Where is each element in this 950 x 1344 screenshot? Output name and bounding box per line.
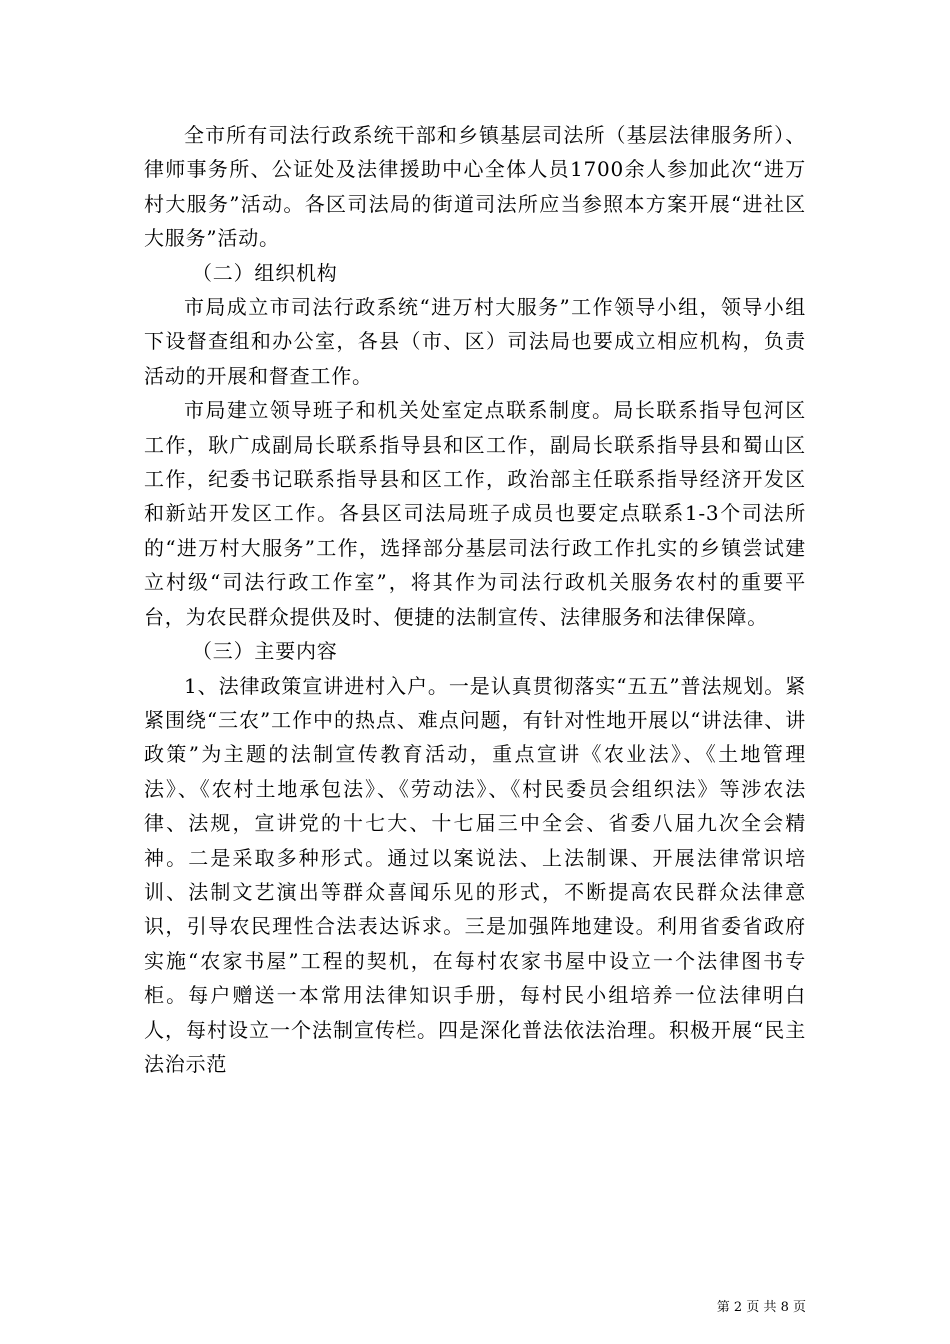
section-heading-organization: （二）组织机构: [192, 260, 338, 285]
paragraph-legal-publicity: 1、法律政策宣讲进村入户。一是认真贯彻落实“五五”普法规划。紧紧围绕“三农”工作中的热点、难点问题，有针对性地开展以“讲法律、讲政策”为主题的法制宣传教育活动，重点宣讲《农业法》、《土地管理法》、《农村土地承包法》、《劳动法》、《村民委员会组织法》等涉农法律、法规，宣讲党的十七大、十七届三中全会、省委八届九次全会精神。二是采取多种形式。通过以案说法、上法制课、开展法律常识培训、法制文艺演出等群众喜闻乐见的形式，不断提高农民群众法律意识，引导农民理性合法表达诉求。三是加强阵地建设。利用省委省政府实施“农家书屋”工程的契机，在每村农家书屋中设立一个法律图书专柜。每户赠送一本常用法律知识手册，每村民小组培养一位法律明白人，每村设立一个法制宣传栏。四是深化普法依法治理。积极开展“民主法治示范: [144, 673, 806, 1076]
paragraph-contact-system: 市局建立领导班子和机关处室定点联系制度。局长联系指导包河区工作，耿广成副局长联系指导县和区工作，副局长联系指导县和蜀山区工作，纪委书记联系指导县和区工作，政治部主任联系指导经济开发区和新站开发区工作。各县区司法局班子成员也要定点联系1-3个司法所的“进万村大服务”工作，选择部分基层司法行政工作扎实的乡镇尝试建立村级“司法行政工作室”，将其作为司法行政机关服务农村的重要平台，为农民群众提供及时、便捷的法制宣传、法律服务和法律保障。: [144, 398, 806, 629]
paragraph-participants: 全市所有司法行政系统干部和乡镇基层司法所（基层法律服务所）、律师事务所、公证处及法律援助中心全体人员1700余人参加此次“进万村大服务”活动。各区司法局的街道司法所应当参照本方案开展“进社区大服务”活动。: [144, 123, 806, 251]
page-number-footer: 第 2 页 共 8 页: [716, 1300, 806, 1315]
section-heading-main-content: （三）主要内容: [192, 639, 338, 664]
paragraph-leading-group: 市局成立市司法行政系统“进万村大服务”工作领导小组，领导小组下设督查组和办公室，各县（市、区）司法局也要成立相应机构，负责活动的开展和督查工作。: [144, 295, 806, 388]
document-body: [144, 118, 806, 1081]
